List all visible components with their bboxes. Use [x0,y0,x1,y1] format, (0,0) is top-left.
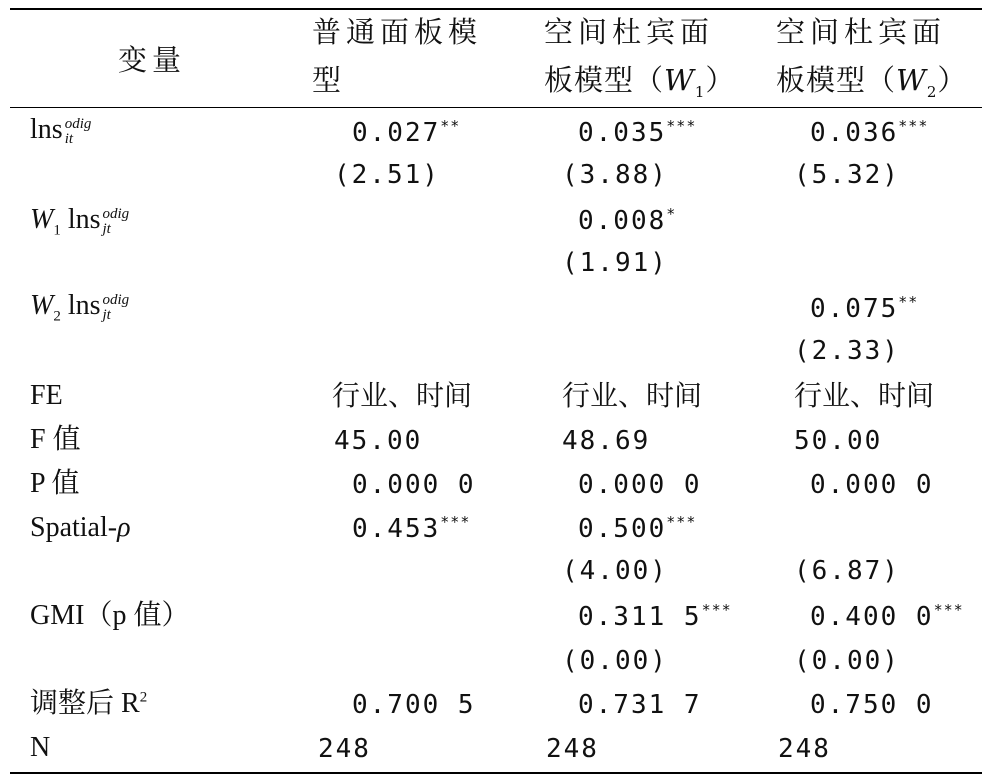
cell-r2-c2-t: (1.91) [562,248,668,278]
label-adj-r2: 调整后 $R^2$ [30,688,148,719]
header-col3-line1: 空间杜宾面 [776,15,947,49]
label-w2-lns-jt: $W_2$ lns odig jt [30,290,130,325]
label-w1-lns-jt: $W_1$ lns odig jt [30,204,130,239]
cell-r2-c3: 0.750 0 [810,690,934,720]
cell-sp-c2-t: (4.00) [562,556,668,586]
label-spatial-rho: Spatial-ρ [30,512,131,543]
cell-n-c2: 248 [546,734,599,764]
label-lns-it: lns odig it [30,114,92,147]
cell-fe-c3: 行业、时间 [794,379,935,412]
cell-p-c1: 0.000 0 [352,470,476,500]
cell-gmi-c3: 0.400 0*** [810,601,964,632]
cell-fe-c2: 行业、时间 [562,379,703,412]
bottom-rule [10,772,982,774]
cell-r2-c2: 0.731 7 [578,690,702,720]
label-f-value: F 值 [30,424,81,455]
cell-p-c3: 0.000 0 [810,470,934,500]
cell-f-c1: 45.00 [334,426,423,456]
cell-r1-c3: 0.036*** [810,117,929,148]
header-rule [10,107,982,108]
cell-r1-c3-t: (5.32) [794,160,900,190]
cell-sp-c2: 0.500*** [578,513,697,544]
cell-r1-c1-t: (2.51) [334,160,440,190]
cell-r2-c1: 0.700 5 [352,690,476,720]
top-rule [10,8,982,10]
cell-sp-c1: 0.453*** [352,513,471,544]
cell-sp-c3-t: (6.87) [794,556,900,586]
cell-r1-c1: 0.027** [352,117,461,148]
label-fe: FE [30,380,63,411]
cell-r3-c3: 0.075** [810,293,919,324]
cell-gmi-c2-p: (0.00) [562,646,668,676]
label-gmi: GMI（p 值） [30,600,190,631]
header-col3-line2: 板模型$(W_2)$ [776,63,968,101]
cell-r2-c2: 0.008* [578,205,677,236]
cell-n-c1: 248 [318,734,371,764]
cell-r3-c3-t: (2.33) [794,336,900,366]
cell-gmi-c2: 0.311 5*** [578,601,732,632]
label-p-value: P 值 [30,468,80,499]
cell-f-c3: 50.00 [794,426,883,456]
cell-f-c2: 48.69 [562,426,651,456]
cell-n-c3: 248 [778,734,831,764]
cell-gmi-c3-p: (0.00) [794,646,900,676]
header-col1-line1: 普通面板模 [312,15,483,49]
header-col1-line2: 型 [312,63,347,97]
cell-p-c2: 0.000 0 [578,470,702,500]
cell-fe-c1: 行业、时间 [332,379,473,412]
label-n: N [30,732,51,763]
cell-r1-c2-t: (3.88) [562,160,668,190]
header-col2-line1: 空间杜宾面 [544,15,715,49]
header-col2-line2: 板模型$(W_1)$ [544,63,736,101]
header-variable: 变量 [118,43,187,77]
cell-r1-c2: 0.035*** [578,117,697,148]
